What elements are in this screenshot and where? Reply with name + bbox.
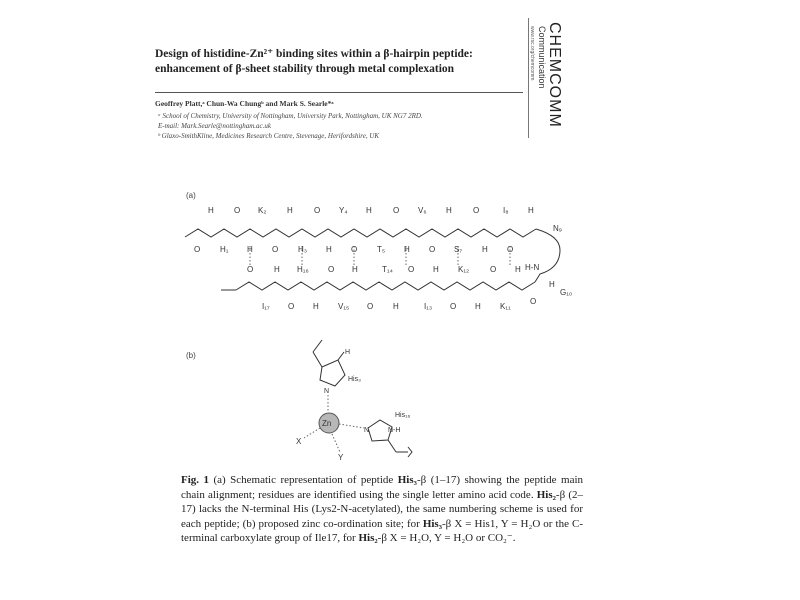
atom-label: H <box>287 206 293 215</box>
journal-subtitle: Communication <box>537 26 547 89</box>
atom-label: H <box>247 245 253 254</box>
atom-label: O <box>473 206 480 215</box>
affiliation-b: ᵇ Glaxo-SmithKline, Medicines Research Centre, Stevenage, Herifordshire, UK <box>158 132 380 140</box>
atom-label: O <box>288 302 295 311</box>
turn-backbone <box>535 229 560 282</box>
residue-label: I₁₃ <box>424 302 433 311</box>
atom-label: O <box>530 297 537 306</box>
zn-label: Zn <box>322 419 332 428</box>
caption-peptide-name: His₃ <box>422 517 443 530</box>
residue-label: T₁₄ <box>382 265 393 274</box>
his16-nh: N-H <box>388 427 401 434</box>
figure-caption <box>181 473 583 546</box>
turn-label: G₁₀ <box>560 288 573 297</box>
residue-label: V₆ <box>418 206 427 215</box>
atom-label: O <box>367 302 374 311</box>
atom-label: H <box>208 206 214 215</box>
atom-label: O <box>194 245 201 254</box>
atom-label: O <box>450 302 457 311</box>
caption-peptide-name: His₃ <box>397 474 417 486</box>
turn-label: N₉ <box>553 224 562 233</box>
atom-label: O <box>234 206 241 215</box>
atom-label: H <box>515 265 521 274</box>
atom-label: O <box>314 206 321 215</box>
zn-site-diagram <box>296 340 412 462</box>
affiliation-a: ᵃ School of Chemistry, University of Nottingham, University Park, Nottingham, UK NG7 2RD. <box>158 112 423 120</box>
atom-label: O <box>507 245 514 254</box>
his16-label: His₁₆ <box>395 412 411 419</box>
atom-label: H <box>326 245 332 254</box>
caption-text: -β X = His1, Y = H₂O or the C-terminal carboxylate group of Ile17, for <box>181 517 583 544</box>
atom-label: H <box>446 206 452 215</box>
residue-label: K₂ <box>258 206 267 215</box>
atom-label: H <box>313 302 319 311</box>
atom-label: H <box>404 245 410 254</box>
journal-name: CHEMCOMM <box>546 22 563 128</box>
residue-label: K₁₁ <box>500 302 511 311</box>
caption-text: -β (1–17) showing the peptide main chain alignment; residues are identified using the single letter amino acid code. <box>181 474 584 501</box>
caption-text: -β X = H₂O, Y = H₂O or CO₂⁻. <box>377 532 516 544</box>
affiliation-email: E-mail: Mark.Searle@nottingham.ac.uk <box>158 122 271 130</box>
his3-label: His₃ <box>348 376 361 383</box>
caption-text: -β (2–17) lacks the N-terminal His (Lys2-N-acetylated), the same numbering scheme is used for each peptide; (b) proposed zinc co-ordination site; for <box>181 488 583 530</box>
atom-label: O <box>272 245 279 254</box>
residue-label: H₁ <box>220 245 229 254</box>
caption-text: (a) Schematic representation of peptide <box>209 474 398 486</box>
residue-label: I₈ <box>503 206 509 215</box>
atom-label: O <box>408 265 415 274</box>
turn-label: H-N <box>525 263 540 272</box>
atom-label: H <box>352 265 358 274</box>
residue-label: I₁₇ <box>262 302 270 311</box>
atom-label: H <box>433 265 439 274</box>
atom-label: H <box>475 302 481 311</box>
residue-label: H₁₆ <box>297 265 309 274</box>
residue-label: T₅ <box>377 245 386 254</box>
his3-nh-h: H <box>345 349 351 356</box>
ligand-y: Y <box>338 453 344 462</box>
bottom-backbone <box>236 282 535 290</box>
journal-url: www.rsc.org/chemcomm <box>529 26 535 81</box>
atom-label: H <box>482 245 488 254</box>
residue-label: Y₄ <box>339 206 348 215</box>
atom-label: H <box>274 265 280 274</box>
atom-label: H <box>366 206 372 215</box>
panel-b-label: (b) <box>186 351 196 360</box>
panel-a-label: (a) <box>186 191 196 200</box>
ligand-x: X <box>296 437 302 446</box>
residue-label: S₇ <box>454 245 463 254</box>
caption-peptide-name: His₂ <box>358 532 378 544</box>
atom-label: O <box>490 265 497 274</box>
atom-label: O <box>351 245 358 254</box>
turn-label: H <box>549 280 555 289</box>
atom-label: O <box>247 265 254 274</box>
residue-label: V₁₅ <box>338 302 350 311</box>
author-list: Geoffrey Platt,ᵃ Chun-Wa Chungᵇ and Mark S. Searle*ᵃ <box>155 99 334 108</box>
title-line-1: Design of histidine-Zn²⁺ binding sites within a β-hairpin peptide: <box>155 48 473 60</box>
caption-peptide-name: His₂ <box>536 488 556 501</box>
residue-label: K₁₂ <box>458 265 470 274</box>
atom-label: O <box>429 245 436 254</box>
top-backbone <box>185 229 536 237</box>
residue-label: H₃ <box>298 245 308 254</box>
his16-n-atom: N <box>364 427 370 434</box>
atom-label: O <box>328 265 335 274</box>
atom-label: O <box>393 206 400 215</box>
title-line-2: enhancement of β-sheet stability through metal complexation <box>155 63 455 75</box>
atom-label: H <box>528 206 534 215</box>
atom-label: H <box>393 302 399 311</box>
his3-n-atom: N <box>324 388 330 395</box>
caption-fig-label: Fig. 1 <box>181 474 210 486</box>
his3-imidazole-ring <box>320 360 345 386</box>
